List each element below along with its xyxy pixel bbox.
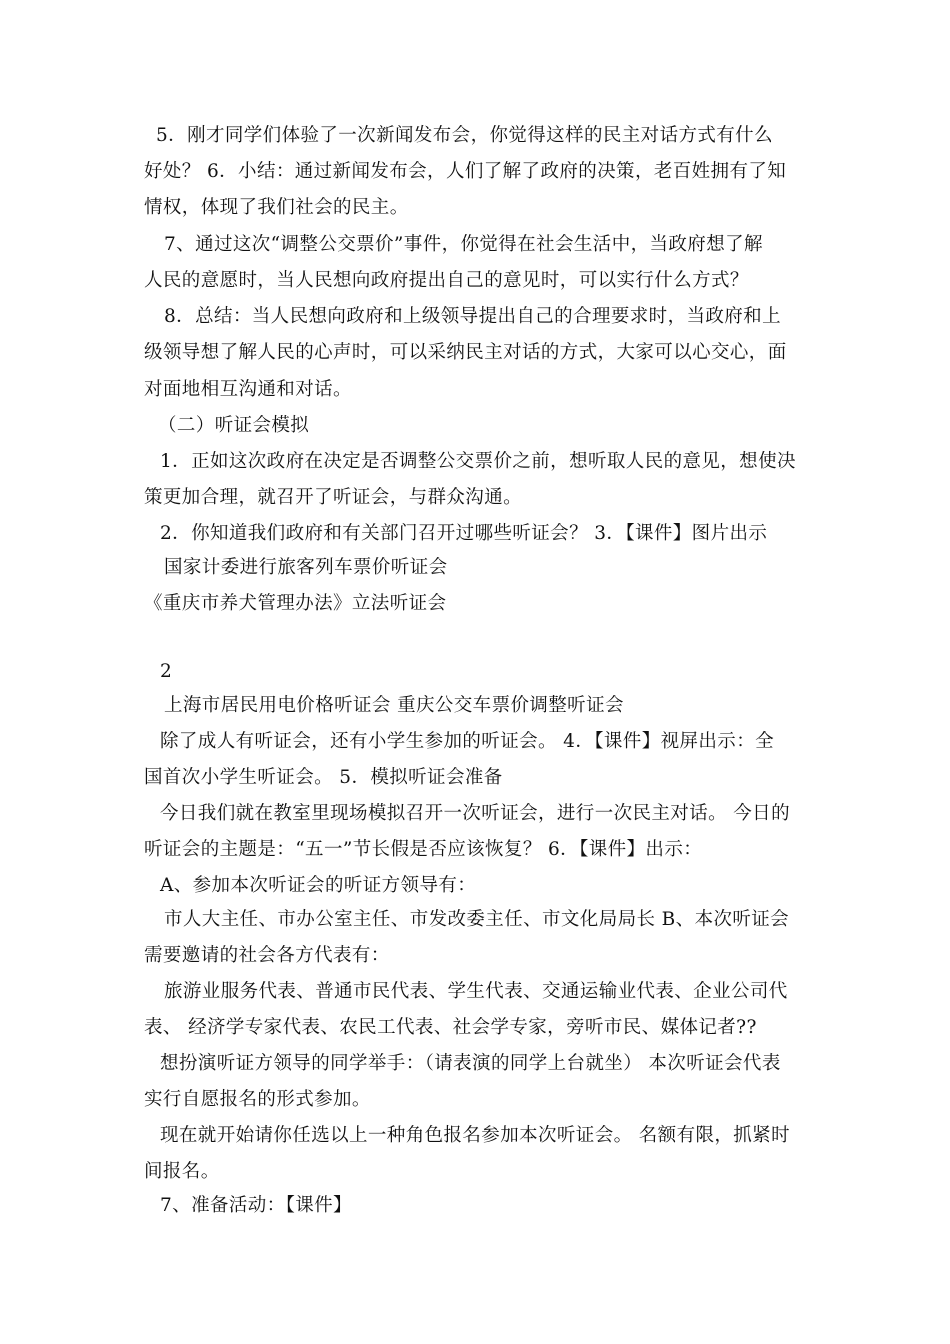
text-line: 7、准备活动：【课件】 <box>160 1195 352 1216</box>
text-line: 人民的意愿时，当人民想向政府提出自己的意见时，可以实行什么方式？ <box>144 270 749 291</box>
text-line: 除了成人有听证会，还有小学生参加的听证会。 4．【课件】视屏出示：全 <box>160 731 775 752</box>
text-line: 5．刚才同学们体验了一次新闻发布会，你觉得这样的民主对话方式有什么 <box>156 125 773 146</box>
text-line: 间报名。 <box>144 1161 220 1182</box>
page-number: 2 <box>160 661 173 682</box>
section-heading: （二）听证会模拟 <box>158 415 310 436</box>
text-line: 1．正如这次政府在决定是否调整公交票价之前，想听取人民的意见，想使决 <box>160 451 796 472</box>
text-line: 上海市居民用电价格听证会 重庆公交车票价调整听证会 <box>164 695 624 716</box>
text-line: 《重庆市养犬管理办法》立法听证会 <box>144 593 447 614</box>
text-line: 2．你知道我们政府和有关部门召开过哪些听证会？ 3．【课件】图片出示 <box>160 523 768 544</box>
text-line: 需要邀请的社会各方代表有： <box>144 945 390 966</box>
text-line: 策更加合理，就召开了听证会，与群众沟通。 <box>144 487 523 508</box>
text-line: A、参加本次听证会的听证方领导有： <box>160 875 477 896</box>
text-line: 级领导想了解人民的心声时，可以采纳民主对话的方式，大家可以心交心，面 <box>144 342 787 363</box>
text-line: 听证会的主题是：“五一”节长假是否应该恢复？ 6．【课件】出示： <box>144 839 703 860</box>
text-line: 现在就开始请你任选以上一种角色报名参加本次听证会。 名额有限，抓紧时 <box>160 1125 790 1146</box>
text-line: 旅游业服务代表、普通市民代表、学生代表、交通运输业代表、企业公司代 <box>164 981 788 1002</box>
text-line: 对面地相互沟通和对话。 <box>144 379 352 400</box>
text-line: 想扮演听证方领导的同学举手：（请表演的同学上台就坐） 本次听证会代表 <box>160 1053 781 1074</box>
text-line: 8．总结：当人民想向政府和上级领导提出自己的合理要求时，当政府和上 <box>164 306 781 327</box>
text-line: 国家计委进行旅客列车票价听证会 <box>164 557 448 578</box>
text-line: 国首次小学生听证会。 5．模拟听证会准备 <box>144 767 503 788</box>
text-line: 市人大主任、市办公室主任、市发改委主任、市文化局局长 B、本次听证会 <box>164 909 790 930</box>
text-line: 表、 经济学专家代表、农民工代表、社会学专家，旁听市民、媒体记者?? <box>144 1017 757 1038</box>
text-line: 好处？ 6．小结：通过新闻发布会，人们了解了政府的决策，老百姓拥有了知 <box>144 161 787 182</box>
text-line: 7、通过这次“调整公交票价”事件，你觉得在社会生活中，当政府想了解 <box>164 234 763 255</box>
text-line: 实行自愿报名的形式参加。 <box>144 1089 371 1110</box>
text-line: 情权，体现了我们社会的民主。 <box>144 197 409 218</box>
text-line: 今日我们就在教室里现场模拟召开一次听证会，进行一次民主对话。 今日的 <box>160 803 790 824</box>
